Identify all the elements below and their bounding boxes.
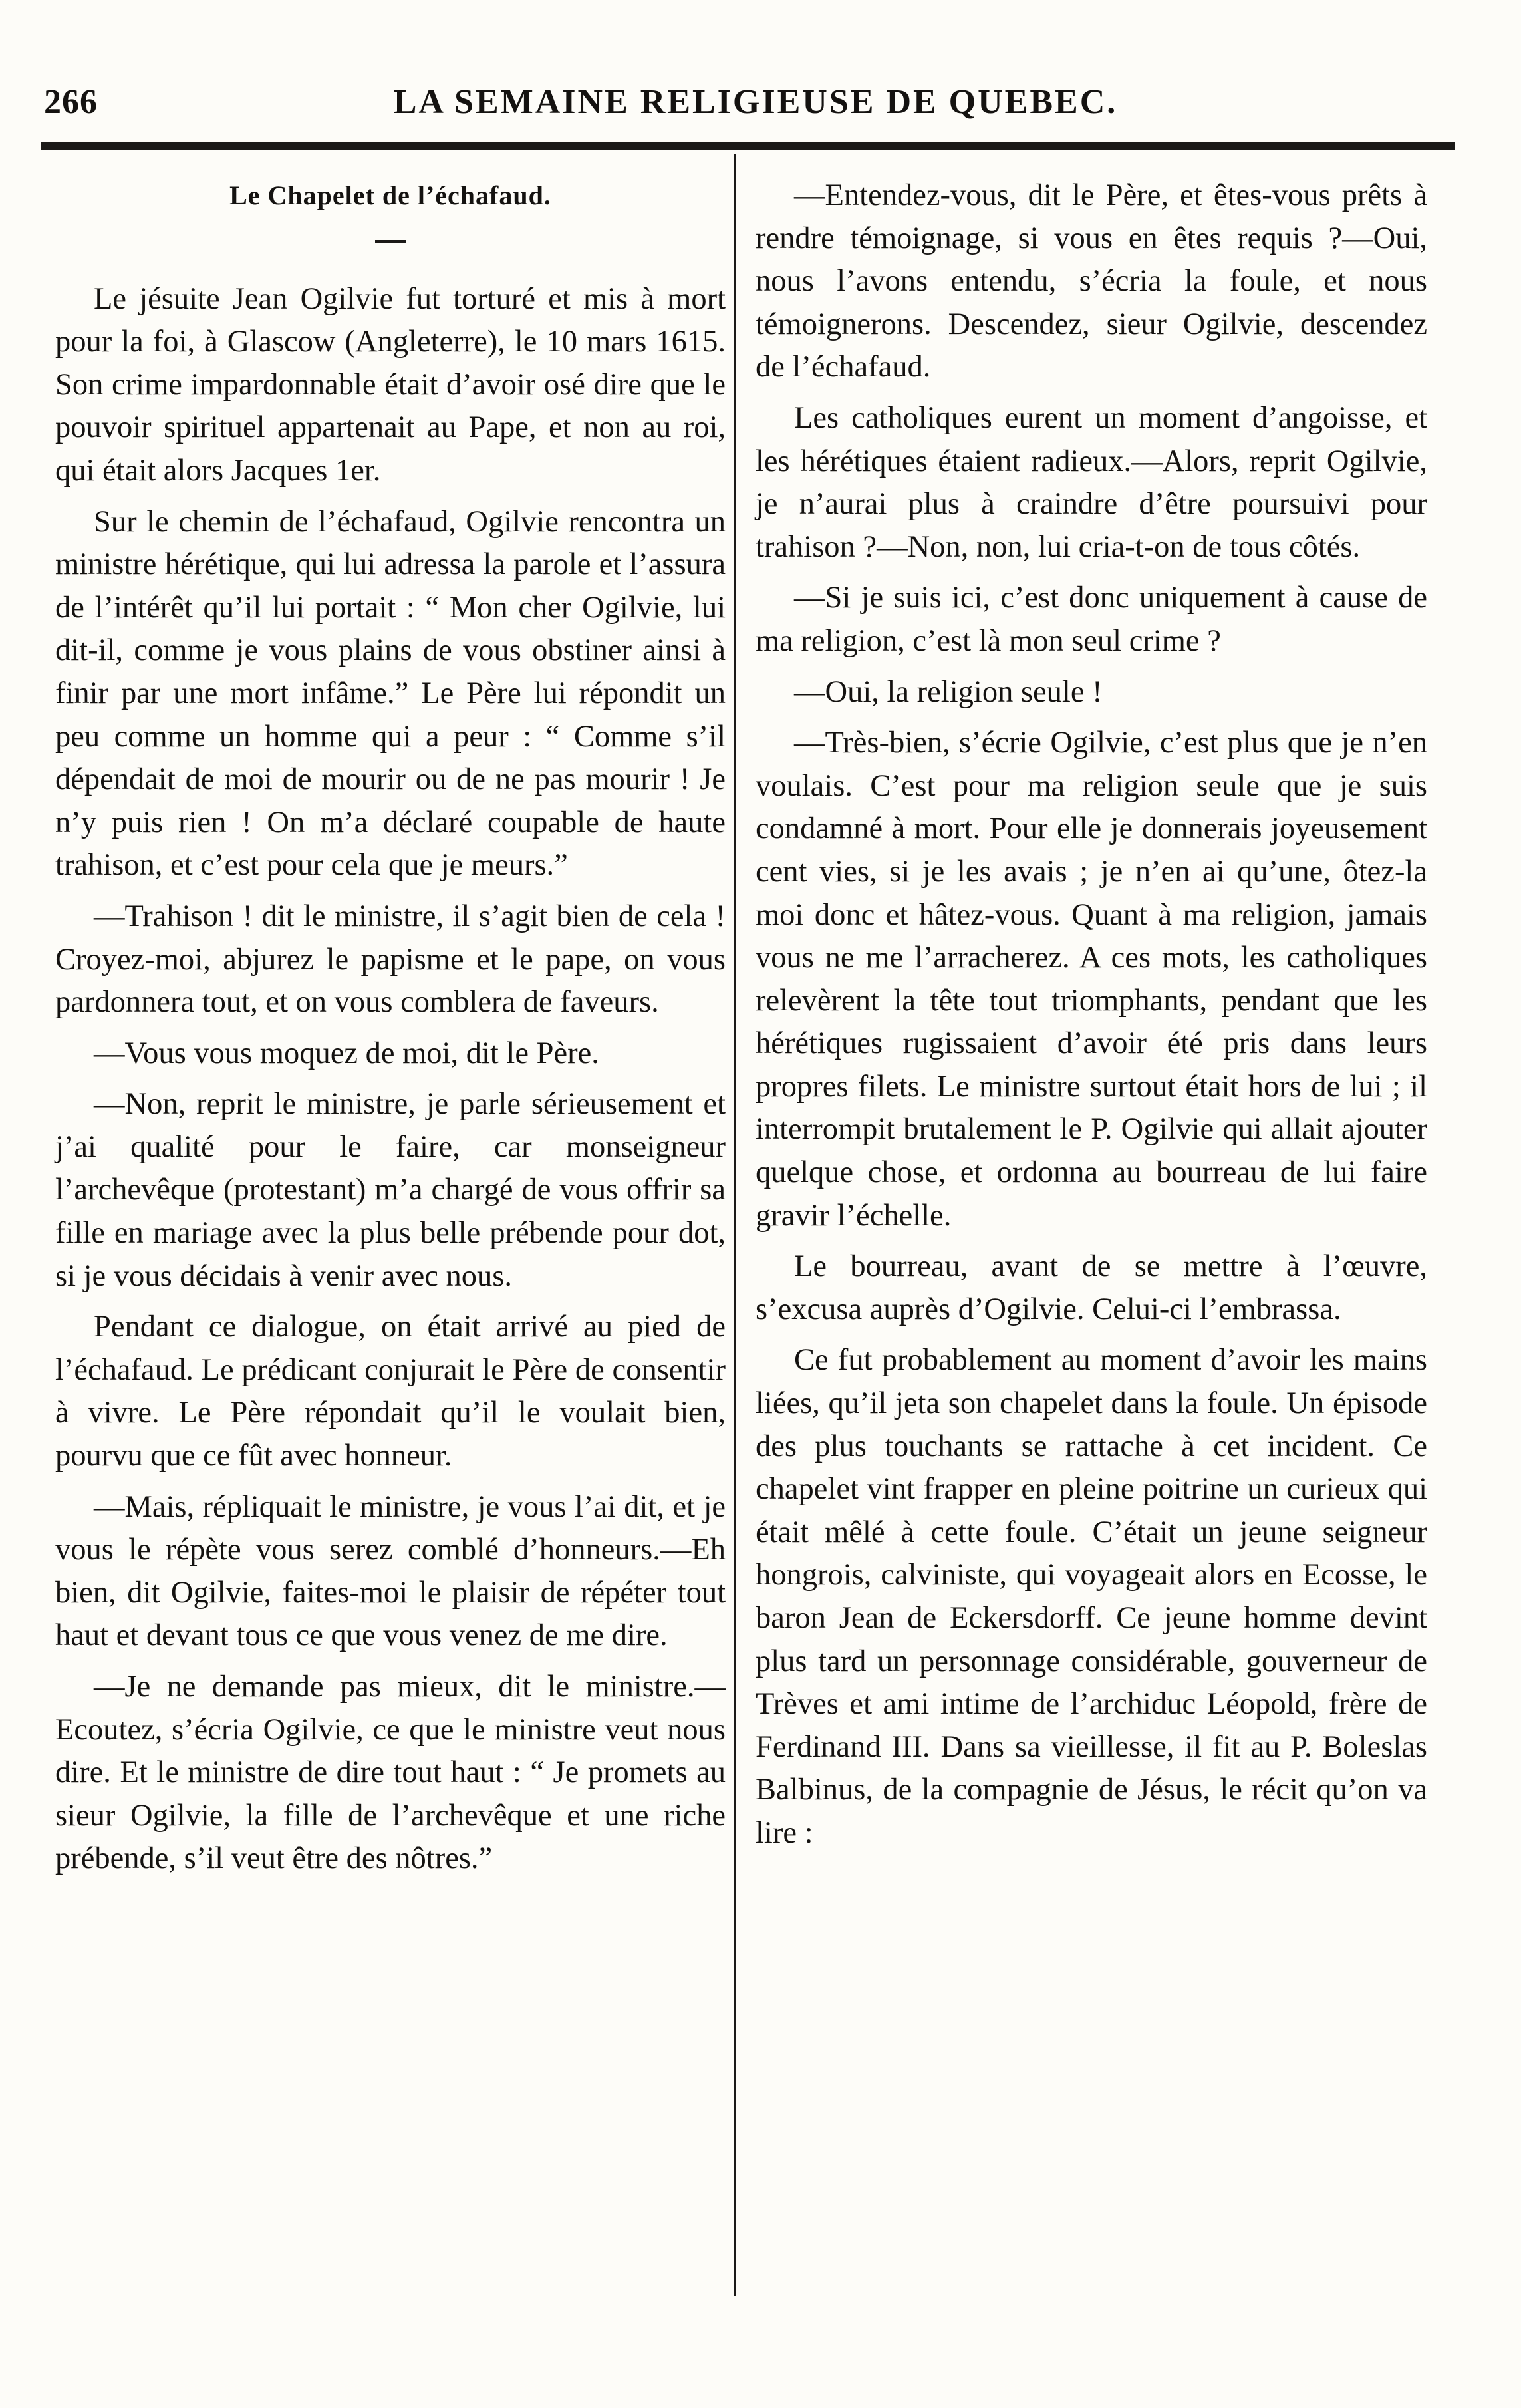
paragraph: —Très-bien, s’écrie Ogilvie, c’est plus que je n’en voulais. C’est pour ma religion seule que je suis condamné à mort. Pour elle je donnerais joyeusement cent vies, si je les avais ; je n’en ai qu’une, ôtez-la moi donc et hâtez-vous. Quant à ma religion, jamais vous ne me l’arracherez. A ces mots, les catholiques relevèrent la tête tout triomphants, pendant que les hérétiques rugissaient d’avoir été pris dans leurs propres filets. Le ministre surtout était hors de lui ; il interrompit brutalement le P. Ogilvie qui allait ajouter quelque chose, et ordonna au bourreau de lui faire gravir l’échelle. bbox=[756, 726, 1427, 1233]
paragraph: —Je ne demande pas mieux, dit le ministre.—Ecoutez, s’écria Ogilvie, ce que le ministre veut nous dire. Et le ministre de dire tout haut : “ Je promets au sieur Ogilvie, la fille de l’archevêque et une riche prébende, s’il veut être des nôtres.” bbox=[55, 1670, 726, 1876]
paragraph: —Mais, répliquait le ministre, je vous l’ai dit, et je vous le répète vous serez comblé d’honneurs.—Eh bien, dit Ogilvie, faites-moi le plaisir de répéter tout haut et devant tous ce que vous venez de me dire. bbox=[55, 1489, 726, 1653]
page-header bbox=[44, 78, 1454, 138]
paragraph: Sur le chemin de l’échafaud, Ogilvie rencontra un ministre hérétique, qui lui adressa la parole et l’assura de l’intérêt qu’il lui portait : “ Mon cher Ogilvie, lui dit-il, comme je vous plains de vous obstiner ainsi à finir par une mort infâme.” Le Père lui répondit un peu comme un homme qui a peur : “ Comme s’il dépendait de moi de mourir ou de ne pas mourir ! Je n’y puis rien ! On m’a déclaré coupable de haute trahison, et c’est pour cela que je meurs.” bbox=[55, 504, 726, 883]
title-dash bbox=[375, 240, 406, 243]
paragraph: Le bourreau, avant de se mettre à l’œuvre, s’excusa auprès d’Ogilvie. Celui-ci l’embrassa. bbox=[756, 1249, 1427, 1326]
page-number: 266 bbox=[44, 83, 98, 121]
column-divider bbox=[734, 154, 736, 2296]
paragraph: —Non, reprit le ministre, je parle sérieusement et j’ai qualité pour le faire, car monseigneur l’archevêque (protestant) m’a chargé de vous offrir sa fille en mariage avec la plus belle prébende pour dot, si je vous décidais à venir avec nous. bbox=[55, 1087, 726, 1293]
paragraph: —Si je suis ici, c’est donc uniquement à cause de ma religion, c’est là mon seul crime ? bbox=[756, 581, 1427, 658]
right-column bbox=[756, 174, 1427, 1863]
paragraph: Pendant ce dialogue, on était arrivé au pied de l’échafaud. Le prédicant conjurait le Père de consentir à vivre. Le Père répondait qu’il le voulait bien, pourvu que ce fût avec honneur. bbox=[55, 1310, 726, 1473]
paragraph: —Vous vous moquez de moi, dit le Père. bbox=[94, 1036, 599, 1070]
paragraph: Les catholiques eurent un moment d’angoisse, et les hérétiques étaient radieux.—Alors, reprit Ogilvie, je n’aurai plus à craindre d’être poursuivi pour trahison ?—Non, non, lui cria-t-on de tous côtés. bbox=[756, 400, 1427, 564]
paragraph: —Oui, la religion seule ! bbox=[794, 675, 1103, 709]
paragraph: Le jésuite Jean Ogilvie fut torturé et mis à mort pour la foi, à Glascow (Angleterre), le 10 mars 1615. Son crime impardonnable était d’avoir osé dire que le pouvoir spirituel appartenait au Pape, et non au roi, qui était alors Jacques 1er. bbox=[55, 281, 726, 488]
paragraph: —Entendez-vous, dit le Père, et êtes-vous prêts à rendre témoignage, si vous en êtes requis ?—Oui, nous l’avons entendu, s’écria la foule, et nous témoignerons. Descendez, sieur Ogilvie, descendez de l’échafaud. bbox=[756, 178, 1427, 384]
article-title: Le Chapelet de l’échafaud. bbox=[229, 180, 551, 210]
paragraph: —Trahison ! dit le ministre, il s’agit bien de cela ! Croyez-moi, abjurez le papisme et le pape, on vous pardonnera tout, et on vous comblera de faveurs. bbox=[55, 899, 726, 1020]
left-column bbox=[55, 174, 726, 1888]
running-head: LA SEMAINE RELIGIEUSE DE QUEBEC. bbox=[393, 83, 1118, 121]
header-rule bbox=[41, 142, 1455, 150]
paragraph: Ce fut probablement au moment d’avoir les mains liées, qu’il jeta son chapelet dans la foule. Un épisode des plus touchants se rattache à cet incident. Ce chapelet vint frapper en pleine poitrine un curieux qui était mêlé à cette foule. C’était un jeune seigneur hongrois, calviniste, qui voyageait alors en Ecosse, le baron Jean de Eckersdorff. Ce jeune homme devint plus tard un personnage considérable, gouverneur de Trèves et ami intime de l’archiduc Léopold, frère de Ferdinand III. Dans sa vieillesse, il fit au P. Boleslas Balbinus, de la compagnie de Jésus, le récit qu’on va lire : bbox=[756, 1343, 1427, 1850]
